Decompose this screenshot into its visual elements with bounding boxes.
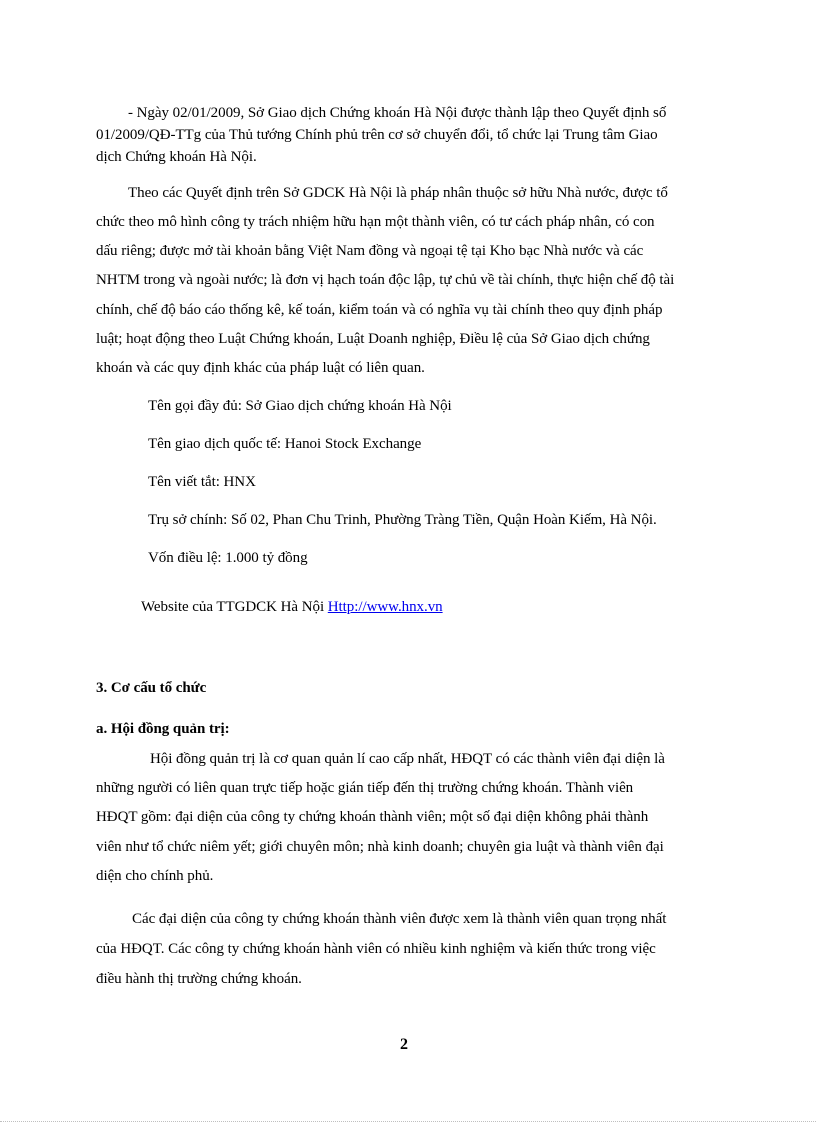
legal-line-4: NHTM trong và ngoài nước; là đơn vị hạch toán độc lập, tự chủ về tài chính, thực hiện chế độ tài — [96, 272, 675, 288]
legal-line-5: chính, chế độ báo cáo thống kê, kế toán, kiểm toán và có nghĩa vụ tài chính theo quy định pháp — [96, 302, 663, 318]
legal-line-2: chức theo mô hình công ty trách nhiệm hữu hạn một thành viên, có tư cách pháp nhân, có con — [96, 214, 655, 230]
charter-capital: Vốn điều lệ: 1.000 tỷ đồng — [148, 550, 308, 566]
international-name: Tên giao dịch quốc tế: Hanoi Stock Exchange — [148, 436, 422, 452]
board-line-5: diện cho chính phủ. — [96, 868, 214, 884]
representatives-line-2: của HĐQT. Các công ty chứng khoán hành viên có nhiều kinh nghiệm và kiến thức trong việc — [96, 941, 656, 957]
abbreviation: Tên viết tắt: HNX — [148, 474, 256, 490]
section-heading: 3. Cơ cấu tổ chức — [96, 680, 207, 696]
intro-line-3: dịch Chứng khoán Hà Nội. — [96, 149, 257, 165]
page-number: 2 — [400, 1036, 408, 1053]
subsection-heading: a. Hội đồng quản trị: — [96, 721, 230, 737]
board-line-1: Hội đồng quản trị là cơ quan quản lí cao cấp nhất, HĐQT có các thành viên đại diện là — [150, 751, 665, 767]
website-row — [141, 598, 443, 616]
representatives-line-3: điều hành thị trường chứng khoán. — [96, 971, 302, 987]
legal-line-6: luật; hoạt động theo Luật Chứng khoán, Luật Doanh nghiệp, Điều lệ của Sở Giao dịch chứng — [96, 331, 650, 347]
headquarters: Trụ sở chính: Số 02, Phan Chu Trinh, Phường Tràng Tiền, Quận Hoàn Kiếm, Hà Nội. — [148, 512, 657, 528]
board-line-3: HĐQT gồm: đại diện của công ty chứng khoán thành viên; một số đại diện không phải thành — [96, 809, 649, 825]
intro-line-2: 01/2009/QĐ-TTg của Thủ tướng Chính phủ trên cơ sở chuyển đổi, tổ chức lại Trung tâm Giao — [96, 127, 658, 143]
legal-line-1: Theo các Quyết định trên Sở GDCK Hà Nội là pháp nhân thuộc sở hữu Nhà nước, được tổ — [128, 185, 668, 201]
website-link[interactable]: Http://www.hnx.vn — [327, 599, 443, 615]
intro-line-1: - Ngày 02/01/2009, Sở Giao dịch Chứng khoán Hà Nội được thành lập theo Quyết định số — [128, 105, 667, 121]
representatives-line-1: Các đại diện của công ty chứng khoán thành viên được xem là thành viên quan trọng nhất — [132, 911, 667, 927]
legal-line-3: dấu riêng; được mở tài khoản bằng Việt Nam đồng và ngoại tệ tại Kho bạc Nhà nước và các — [96, 243, 644, 259]
board-line-4: viên như tổ chức niêm yết; giới chuyên môn; nhà kinh doanh; chuyên gia luật và thành viên đại — [96, 839, 664, 855]
page-bottom-rule — [0, 1121, 816, 1122]
full-name: Tên gọi đầy đủ: Sở Giao dịch chứng khoán Hà Nội — [148, 398, 452, 414]
legal-line-7: khoán và các quy định khác của pháp luật có liên quan. — [96, 360, 425, 376]
website-label: Website của TTGDCK Hà Nội — [141, 599, 325, 615]
board-line-2: những người có liên quan trực tiếp hoặc gián tiếp đến thị trường chứng khoán. Thành viên — [96, 780, 634, 796]
